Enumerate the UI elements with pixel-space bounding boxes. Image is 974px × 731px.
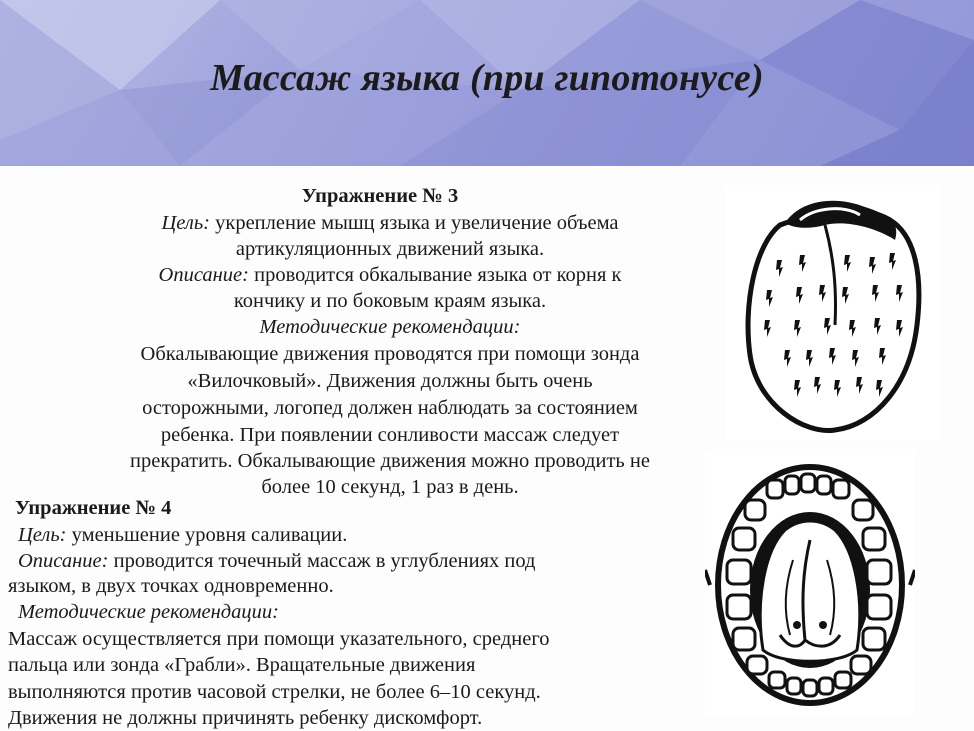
exercise4-goal-text: уменьшение уровня саливации. [66,524,348,546]
exercise4-rec-line: Массаж осуществляется при помощи указательного, среднего [8,628,550,650]
exercise3-rec-line: Обкалывающие движения проводятся при помощи зонда [140,343,640,365]
exercise4-rec-label: Методические рекомендации: [18,601,279,623]
exercise3-rec-line: «Вилочковый». Движения должны быть очень [187,370,593,392]
exercise3-goal-cont: артикуляционных движений языка. [235,238,545,260]
exercise3-goal-label: Цель: [161,212,210,234]
exercise4-rec-line: пальца или зонда «Грабли». Вращательные движения [8,654,476,676]
exercise3-desc-label: Описание: [158,264,249,286]
exercise4-desc [18,548,535,574]
exercise4-desc-text: проводится точечный массаж в углублениях под [108,550,536,572]
exercise4-desc-label: Описание: [18,550,109,572]
exercise4-rec-line: Движения не должны причинять ребенку дискомфорт. [8,707,483,729]
exercise3-desc-cont: кончику и по боковым краям языка. [233,290,547,312]
exercise3-rec-label: Методические рекомендации: [259,316,521,338]
exercise3-goal [60,210,720,236]
open-mouth-illustration [705,450,915,715]
slide-header [0,0,974,166]
tongue-illustration [725,185,940,440]
exercise3-goal-text: укрепление мышц языка и увеличение объема [209,212,619,234]
exercise4-goal [18,522,347,548]
exercise3-rec-line: ребенка. При появлении сонливости массаж следует [160,424,620,446]
slide-title: Массаж языка (при гипотонусе) [210,57,764,99]
exercise4-rec-line: выполняются против часовой стрелки, не более 6–10 секунд. [8,681,541,703]
exercise4-heading: Упражнение № 4 [15,497,172,519]
exercise3-desc-text: проводится обкалывание языка от корня к [248,264,622,286]
exercise3-rec-line: более 10 секунд, 1 раз в день. [261,476,519,498]
exercise4-goal-label: Цель: [18,524,67,546]
exercise3-desc [60,262,720,288]
exercise4-desc-cont: языком, в двух точках одновременно. [8,575,334,597]
exercise3-rec-line: осторожными, логопед должен наблюдать за состоянием [142,397,638,419]
exercise3-heading: Упражнение № 3 [301,185,459,207]
exercise3-rec-line: прекратить. Обкалывающие движения можно проводить не [130,450,650,472]
